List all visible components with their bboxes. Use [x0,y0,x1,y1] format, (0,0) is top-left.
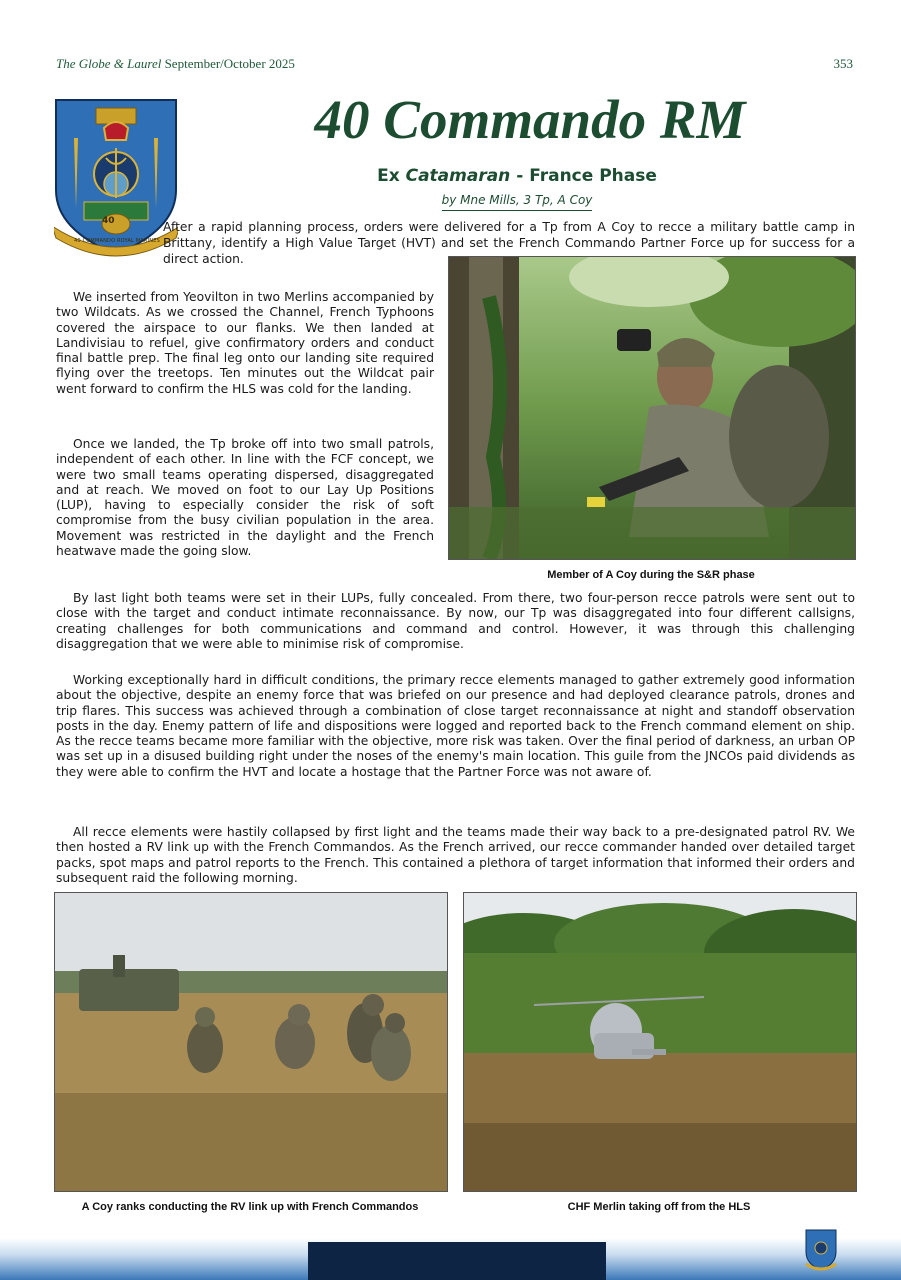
magazine-name: The Globe & Laurel [56,56,162,71]
subtitle-suffix: - France Phase [510,166,657,186]
soldier-photo [448,256,856,560]
rv-linkup-photo [54,892,448,1192]
subtitle-italic: Catamaran [405,166,511,186]
merlin-photo [463,892,857,1192]
subtitle-prefix: Ex [377,166,406,186]
paragraph-3: By last light both teams were set in their LUPs, fully concealed. From there, two four-person recce patrols were sent out to close with the target and conduct intimate reconnaissance. By now, our Tp was disaggregated into four different callsigns, creating challenges for both communications and command and control. However, it was through this challenging disaggregation that we were able to minimise risk of compromise. [56,591,855,651]
merlin-photo-image [464,893,856,1191]
paragraph-5: All recce elements were hastily collapsed by first light and the teams made their way back to a pre-designated patrol RV. We then hosted a RV link up with the French Commandos. As the French arrived, our recce commander handed over detailed target packs, spot maps and patrol reports to the French. This contained a plethora of target information that informed their orders and subsequent raid the following morning. [56,825,855,885]
paragraph-4: Working exceptionally hard in difficult conditions, the primary recce elements managed to gather extremely good information about the objective, despite an enemy force that was briefed on our presence and had deployed clearance patrols, drones and trip flares. This success was achieved through a combination of close target reconnaissance at night and standoff observation posts in the day. Enemy pattern of life and dispositions were logged and reported back to the French command element on ship. As the recce teams became more familiar with the objective, more risk was taken. Over the final period of darkness, an urban OP was set up in a disused building right under the noses of the enemy's main location. This guile from the JNCOs paid dividends as they were able to confirm the HVT and locate a hostage that the Partner Force was not aware of. [56,673,855,779]
crest-number: 40 [102,216,115,226]
crest-motto: 40 COMMANDO ROYAL MARINES [74,238,160,244]
page-number: 353 [833,56,853,71]
merlin-caption: CHF Merlin taking off from the HLS [567,1201,751,1213]
soldier-photo-caption: Member of A Coy during the S&R phase [547,569,755,581]
paragraph-2: Once we landed, the Tp broke off into two small patrols, independent of each other. In line with the FCF concept, we were two small teams operating dispersed, disaggregated and at reach. We moved on foot to our Lay Up Positions (LUP), having to especially consider the risk of soft compromise from the busy civilian population in the area. Movement was restricted in the daylight and the French heatwave made the going slow. [56,437,434,559]
paragraph-1: We inserted from Yeovilton in two Merlins accompanied by two Wildcats. As we crossed the Channel, French Typhoons covered the airspace to our flanks. We then landed at Landivisiau to refuel, give confirmatory orders and conduct final battle prep. The final leg onto our landing site required flying over the treetops. Ten minutes out the Wildcat pair went forward to confirm the HLS was cold for the landing. [56,290,434,396]
intro-paragraph: After a rapid planning process, orders were delivered for a Tp from A Coy to recce a military battle camp in Brittany, identify a High Value Target (HVT) and set the French Commando Partner Force up for success for a direct action. [163,220,855,266]
article-subtitle [300,166,734,186]
footer-crest-logo [804,1228,838,1272]
unit-crest-logo [54,98,178,258]
footer-dark-panel [308,1242,606,1280]
rv-linkup-caption: A Coy ranks conducting the RV link up with French Commandos [81,1201,419,1213]
running-header [56,56,295,72]
article-title: 40 Commando RM [314,89,746,150]
byline [300,193,734,207]
issue-date: September/October 2025 [164,56,295,71]
soldier-photo-image [449,257,855,559]
byline-text: by Mne Mills, 3 Tp, A Coy [442,193,593,211]
rv-linkup-photo-image [55,893,447,1191]
